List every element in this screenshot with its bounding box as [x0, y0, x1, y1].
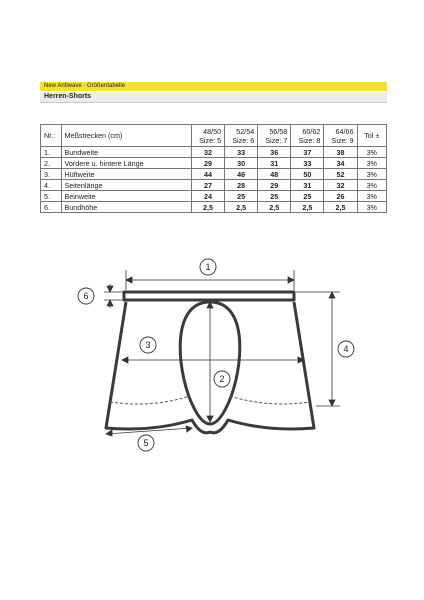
- row-value: 31: [258, 158, 291, 169]
- col-header-tolerance: Tol ±: [357, 125, 386, 147]
- arrowhead: [329, 400, 335, 406]
- size-range: 52/54: [236, 126, 255, 136]
- measure-label-text: 3: [145, 340, 151, 350]
- row-value: 50: [291, 169, 324, 180]
- row-number: 5.: [41, 191, 62, 202]
- row-tolerance: 3%: [357, 191, 386, 202]
- measure-label-text: 2: [219, 374, 225, 384]
- measure-label-5: [138, 435, 154, 451]
- row-value: 29: [258, 180, 291, 191]
- measure-label-3: [140, 337, 156, 353]
- row-label: Bundweite: [61, 147, 191, 158]
- col-header-measure: Meßstrecken (cm): [61, 125, 191, 147]
- size-range: 48/50: [203, 126, 222, 136]
- col-header-size: [258, 125, 291, 147]
- row-value: 38: [324, 147, 357, 158]
- size-number: Size: 6: [232, 135, 255, 145]
- row-number: 2.: [41, 158, 62, 169]
- arrowhead: [207, 416, 213, 422]
- table-row: [41, 158, 387, 169]
- row-value: 44: [191, 169, 224, 180]
- row-tolerance: 3%: [357, 202, 386, 213]
- arrowhead: [107, 286, 113, 292]
- measure-label-6: [78, 288, 94, 304]
- arrowhead: [122, 357, 128, 363]
- arrowhead: [106, 430, 112, 436]
- measure-label-text: 4: [343, 344, 349, 354]
- size-range: 64/66: [335, 126, 354, 136]
- col-header-nr: Nr.:: [41, 125, 62, 147]
- measure-label-text: 1: [205, 262, 211, 272]
- row-value: 34: [324, 158, 357, 169]
- arrowhead: [107, 300, 113, 306]
- measure-lines: [104, 270, 340, 436]
- row-number: 1.: [41, 147, 62, 158]
- measure-label-text: 5: [143, 438, 149, 448]
- size-number: Size: 8: [298, 135, 321, 145]
- col-header-size: [225, 125, 258, 147]
- table-header-row: [41, 125, 387, 147]
- row-value: 52: [324, 169, 357, 180]
- row-value: 30: [225, 158, 258, 169]
- row-value: 32: [191, 147, 224, 158]
- size-number: Size: 7: [265, 135, 288, 145]
- row-tolerance: 3%: [357, 169, 386, 180]
- arrowhead: [329, 292, 335, 298]
- row-number: 6.: [41, 202, 62, 213]
- size-range: 60/62: [302, 126, 321, 136]
- row-value: 36: [258, 147, 291, 158]
- row-value: 25: [258, 191, 291, 202]
- document-banner: New Antiwave · Größentabelle: [40, 82, 387, 91]
- left-hem-seam: [110, 396, 190, 404]
- row-tolerance: 3%: [357, 147, 386, 158]
- measure-label-text: 6: [83, 291, 89, 301]
- col-header-size: [324, 125, 357, 147]
- row-number: 4.: [41, 180, 62, 191]
- table-row: [41, 191, 387, 202]
- size-range: 56/58: [269, 126, 288, 136]
- arrowhead: [288, 277, 294, 283]
- measure-label-2: [214, 371, 230, 387]
- row-value: 28: [225, 180, 258, 191]
- row-tolerance: 3%: [357, 180, 386, 191]
- row-value: 25: [291, 191, 324, 202]
- document-subtitle: Herren-Shorts: [40, 92, 387, 102]
- table-row: [41, 147, 387, 158]
- measure-label-4: [338, 341, 354, 357]
- row-value: 37: [291, 147, 324, 158]
- row-label: Seitenlänge: [61, 180, 191, 191]
- row-value: 2,5: [291, 202, 324, 213]
- row-label: Vordere u. hintere Länge: [61, 158, 191, 169]
- row-value: 2,5: [324, 202, 357, 213]
- measure-label-1: [200, 259, 216, 275]
- table-row: [41, 169, 387, 180]
- row-tolerance: 3%: [357, 158, 386, 169]
- row-value: 2,5: [258, 202, 291, 213]
- row-number: 3.: [41, 169, 62, 180]
- row-value: 33: [225, 147, 258, 158]
- waistband: [124, 292, 294, 300]
- divider: [40, 102, 387, 103]
- row-value: 46: [225, 169, 258, 180]
- right-hem-seam: [230, 396, 310, 404]
- row-value: 24: [191, 191, 224, 202]
- row-value: 25: [225, 191, 258, 202]
- size-number: Size: 5: [199, 135, 222, 145]
- row-value: 31: [291, 180, 324, 191]
- row-value: 32: [324, 180, 357, 191]
- row-label: Bundhöhe: [61, 202, 191, 213]
- row-value: 33: [291, 158, 324, 169]
- col-header-size: [291, 125, 324, 147]
- row-value: 2,5: [191, 202, 224, 213]
- arrowhead: [186, 426, 192, 432]
- size-table: [40, 124, 387, 213]
- row-label: Beinweite: [61, 191, 191, 202]
- col-header-size: [191, 125, 224, 147]
- row-value: 29: [191, 158, 224, 169]
- table-row: [41, 202, 387, 213]
- row-value: 27: [191, 180, 224, 191]
- row-value: 2,5: [225, 202, 258, 213]
- row-value: 48: [258, 169, 291, 180]
- size-number: Size: 9: [331, 135, 354, 145]
- row-value: 26: [324, 191, 357, 202]
- row-label: Hüftweite: [61, 169, 191, 180]
- table-row: [41, 180, 387, 191]
- shorts-diagram: [0, 240, 424, 470]
- arrowhead: [126, 277, 132, 283]
